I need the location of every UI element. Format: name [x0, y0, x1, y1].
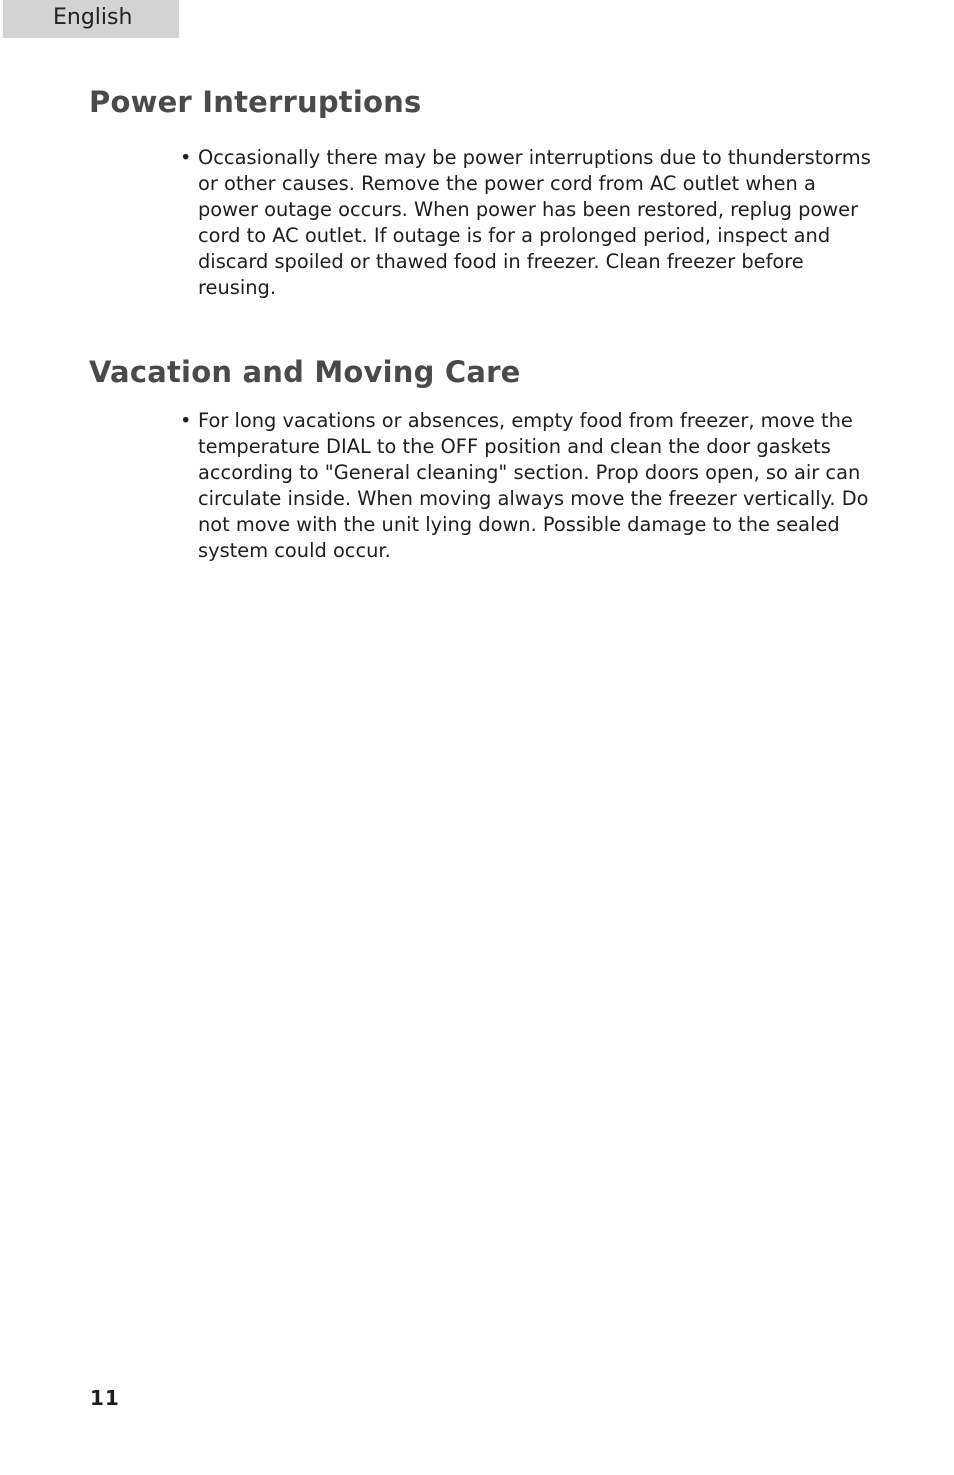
language-tab: English — [3, 0, 179, 38]
page-number: 11 — [90, 1386, 120, 1410]
section-heading: Vacation and Moving Care — [89, 355, 521, 389]
bullet-text: For long vacations or absences, empty food from freezer, move the temperature DIAL to the OFF position and clean the door gaskets according to "General cleaning" section. Prop doors open, so air can circulate inside. When moving always move the freezer vertically. Do not move with the unit lying down. Possible damage to the sealed system could occur. — [198, 409, 869, 562]
section-vacation-moving-care — [89, 354, 869, 564]
bullet-item — [180, 408, 878, 564]
bullet-item — [180, 145, 878, 301]
bullet-icon: • — [180, 409, 192, 432]
section-power-interruptions — [89, 84, 869, 301]
section-heading: Power Interruptions — [89, 85, 422, 119]
bullet-text: Occasionally there may be power interruptions due to thunderstorms or other causes. Remove the power cord from AC outlet when a power outage occurs. When power has been restored, replug power cord to AC outlet. If outage is for a prolonged period, inspect and discard spoiled or thawed food in freezer. Clean freezer before reusing. — [198, 146, 871, 299]
bullet-icon: • — [180, 146, 192, 169]
